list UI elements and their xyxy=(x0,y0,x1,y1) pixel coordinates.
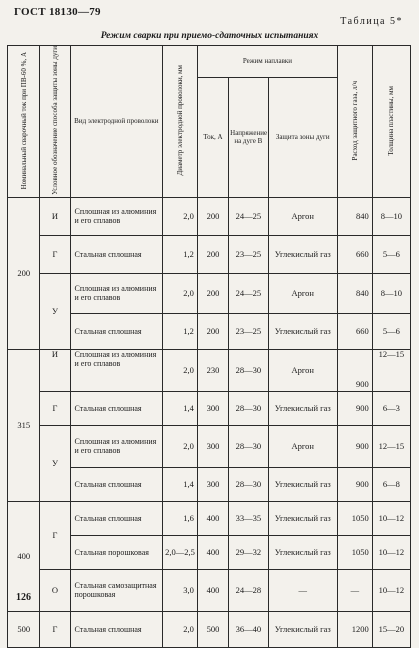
current-cell: 300 xyxy=(197,391,228,425)
table-row xyxy=(8,569,411,611)
gas-flow-cell: 660 xyxy=(337,235,372,273)
protection-cell: Углекислый газ xyxy=(268,313,337,349)
voltage-cell: 28—30 xyxy=(229,349,268,391)
col-gas-flow: Расход защитного газа, л/ч xyxy=(337,46,372,198)
current-cell: 230 xyxy=(197,349,228,391)
diameter-cell: 2,0 xyxy=(163,349,198,391)
protection-cell: Аргон xyxy=(268,425,337,467)
wire-cell: Стальная сплошная xyxy=(70,467,163,501)
diameter-cell: 2,0 xyxy=(163,197,198,235)
gas-flow-cell: 1050 xyxy=(337,501,372,535)
thickness-cell: 5—6 xyxy=(372,313,410,349)
wire-cell: Сплошная из алюминия и его сплавов xyxy=(70,197,163,235)
protection-cell: Углекислый газ xyxy=(268,235,337,273)
thickness-cell: 6—8 xyxy=(372,467,410,501)
gas-flow-cell: 1200 xyxy=(337,611,372,647)
voltage-cell: 28—30 xyxy=(229,467,268,501)
voltage-cell: 36—40 xyxy=(229,611,268,647)
method-cell: Г xyxy=(40,501,70,569)
wire-cell: Сплошная из алюминия и его сплавов xyxy=(70,425,163,467)
diameter-cell: 1,2 xyxy=(163,313,198,349)
gas-flow-cell: 900 xyxy=(337,391,372,425)
nominal-current-cell: 315 xyxy=(8,349,40,501)
gas-flow-cell: 840 xyxy=(337,197,372,235)
method-cell: Г xyxy=(40,611,70,647)
thickness-cell: 8—10 xyxy=(372,273,410,313)
wire-cell: Стальная самозащитная порошковая xyxy=(70,569,163,611)
table-row xyxy=(8,391,411,425)
voltage-cell: 24—28 xyxy=(229,569,268,611)
col-protection-method: Условное обозначение способа защиты зоны дуги xyxy=(40,46,70,198)
voltage-cell: 24—25 xyxy=(229,197,268,235)
diameter-cell: 1,4 xyxy=(163,467,198,501)
current-cell: 200 xyxy=(197,197,228,235)
col-wire-type: Вид электродной проволоки xyxy=(70,46,163,198)
wire-cell: Стальная сплошная xyxy=(70,501,163,535)
thickness-cell: 15—20 xyxy=(372,611,410,647)
table-row xyxy=(8,273,411,313)
table-label: Таблица 5* xyxy=(340,16,403,27)
diameter-cell: 1,6 xyxy=(163,501,198,535)
voltage-cell: 28—30 xyxy=(229,425,268,467)
diameter-cell: 2,0—2,5 xyxy=(163,535,198,569)
thickness-cell: 8—10 xyxy=(372,197,410,235)
voltage-cell: 23—25 xyxy=(229,313,268,349)
table-row xyxy=(8,197,411,235)
gas-flow-cell: — xyxy=(337,569,372,611)
col-protection: Защита зоны дуги xyxy=(268,77,337,197)
nominal-current-cell: 500 xyxy=(8,611,40,647)
table-row xyxy=(8,349,411,391)
gas-flow-cell: 840 xyxy=(337,273,372,313)
diameter-cell: 1,2 xyxy=(163,235,198,273)
gas-flow-cell: 900 xyxy=(337,349,372,391)
table-row xyxy=(8,425,411,467)
welding-modes-table xyxy=(7,45,411,648)
current-cell: 300 xyxy=(197,467,228,501)
thickness-cell: 10—12 xyxy=(372,535,410,569)
current-cell: 300 xyxy=(197,425,228,467)
method-cell: О xyxy=(40,569,70,611)
table-row xyxy=(8,235,411,273)
gas-flow-cell: 1050 xyxy=(337,535,372,569)
protection-cell: Углекислый газ xyxy=(268,611,337,647)
diameter-cell: 2,0 xyxy=(163,611,198,647)
col-thickness: Толщина пластины, мм xyxy=(372,46,410,198)
current-cell: 500 xyxy=(197,611,228,647)
voltage-cell: 29—32 xyxy=(229,535,268,569)
table-caption: Режим сварки при приемо-сдаточных испытаниях xyxy=(100,31,319,41)
current-cell: 400 xyxy=(197,569,228,611)
page-number: 126 xyxy=(16,592,31,603)
voltage-cell: 33—35 xyxy=(229,501,268,535)
wire-cell: Сплошная из алюминия и его сплавов xyxy=(70,349,163,391)
diameter-cell: 3,0 xyxy=(163,569,198,611)
nominal-current-cell: 200 xyxy=(8,197,40,349)
method-cell: У xyxy=(40,425,70,501)
method-cell: Г xyxy=(40,391,70,425)
current-cell: 200 xyxy=(197,235,228,273)
voltage-cell: 23—25 xyxy=(229,235,268,273)
current-cell: 400 xyxy=(197,501,228,535)
current-cell: 400 xyxy=(197,535,228,569)
table-row xyxy=(8,611,411,647)
nominal-current-cell: 400 xyxy=(8,501,40,611)
wire-cell: Стальная сплошная xyxy=(70,313,163,349)
protection-cell: Углекислый газ xyxy=(268,501,337,535)
wire-cell: Сплошная из алюминия и его сплавов xyxy=(70,273,163,313)
method-cell: И xyxy=(40,349,70,391)
thickness-cell: 10—12 xyxy=(372,501,410,535)
method-cell: Г xyxy=(40,235,70,273)
current-cell: 200 xyxy=(197,273,228,313)
voltage-cell: 24—25 xyxy=(229,273,268,313)
standard-number: ГОСТ 18130—79 xyxy=(14,6,101,18)
gas-flow-cell: 900 xyxy=(337,425,372,467)
thickness-cell: 12—15 xyxy=(372,425,410,467)
diameter-cell: 2,0 xyxy=(163,273,198,313)
protection-cell: Аргон xyxy=(268,273,337,313)
col-nominal-current: Номинальный сварочный ток при ПВ-60 %, А xyxy=(8,46,40,198)
protection-cell: Углекислый газ xyxy=(268,535,337,569)
protection-cell: Аргон xyxy=(268,197,337,235)
method-cell: У xyxy=(40,273,70,349)
voltage-cell: 28—30 xyxy=(229,391,268,425)
thickness-cell: 6—3 xyxy=(372,391,410,425)
current-cell: 200 xyxy=(197,313,228,349)
diameter-cell: 2,0 xyxy=(163,425,198,467)
protection-cell: — xyxy=(268,569,337,611)
protection-cell: Углекислый газ xyxy=(268,391,337,425)
wire-cell: Стальная сплошная xyxy=(70,391,163,425)
wire-cell: Стальная порошковая xyxy=(70,535,163,569)
thickness-cell: 5—6 xyxy=(372,235,410,273)
wire-cell: Стальная сплошная xyxy=(70,235,163,273)
protection-cell: Углекислый газ xyxy=(268,467,337,501)
table-row xyxy=(8,501,411,535)
col-voltage: Напряжение на дуге В xyxy=(229,77,268,197)
thickness-cell: 12—15 xyxy=(372,349,410,391)
method-cell: И xyxy=(40,197,70,235)
col-wire-diameter: Диаметр электродной проволоки, мм xyxy=(163,46,198,198)
thickness-cell: 10—12 xyxy=(372,569,410,611)
gas-flow-cell: 900 xyxy=(337,467,372,501)
gas-flow-cell: 660 xyxy=(337,313,372,349)
diameter-cell: 1,4 xyxy=(163,391,198,425)
wire-cell: Стальная сплошная xyxy=(70,611,163,647)
protection-cell: Аргон xyxy=(268,349,337,391)
col-mode-group: Режим наплавки xyxy=(197,46,337,78)
col-current: Ток, А xyxy=(197,77,228,197)
